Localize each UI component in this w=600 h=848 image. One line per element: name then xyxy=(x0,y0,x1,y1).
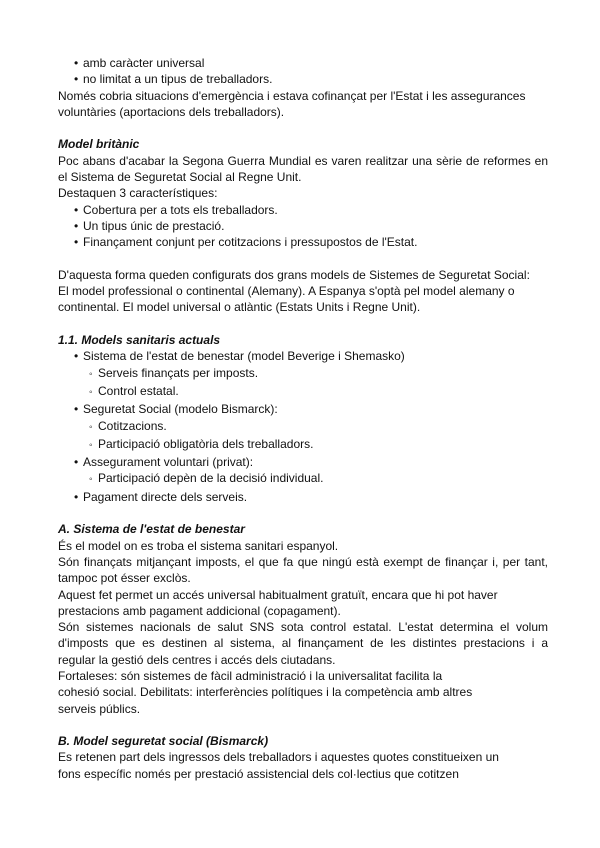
paragraph-line: Són finançats mitjançant imposts, el que fa que ningú està exempt de finançar i, per tant, xyxy=(58,554,548,569)
section-heading-a: A. Sistema de l'estat de benestar xyxy=(58,522,245,537)
list-item: • Cobertura per a tots els treballadors. xyxy=(58,202,548,218)
paragraph-line: serveis públics. xyxy=(58,701,141,716)
paragraph-line: Destaquen 3 característiques: xyxy=(58,186,218,201)
paragraph-line: Fortaleses: són sistemes de fàcil administració i la universalitat facilita la xyxy=(58,668,443,683)
paragraph-line: Es retenen part dels ingressos dels treballadors i aquestes quotes constitueixen un xyxy=(58,750,499,765)
paragraph-line: regular la gestió dels centres i accés dels ciutadans. xyxy=(58,652,336,667)
intro-bullet: • no limitat a un tipus de treballadors. xyxy=(58,71,548,87)
paragraph-line: continental. El model universal o atlàntic (Estats Units i Regne Unit). xyxy=(58,300,421,315)
list-item: • Seguretat Social (modelo Bismarck): xyxy=(58,401,548,417)
sub-list-item: ◦ Participació obligatòria dels treballadors. xyxy=(58,436,548,454)
paragraph-line: Són sistemes nacionals de salut SNS sota control estatal. L'estat determina el volum xyxy=(58,620,548,635)
list-item: • Sistema de l'estat de benestar (model Beverige i Shemasko) xyxy=(58,348,548,364)
paragraph-line: fons específic només per prestació assistencial dels col·lectius que cotitzen xyxy=(58,766,459,781)
sub-list-item: ◦ Serveis finançats per imposts. xyxy=(58,365,548,383)
document-page xyxy=(58,55,548,782)
paragraph-line: prestacions amb pagament addicional (copagament). xyxy=(58,603,341,618)
section-heading-b: B. Model seguretat social (Bismarck) xyxy=(58,734,269,749)
paragraph-line: cohesió social. Debilitats: interferències polítiques i la competència amb altres xyxy=(58,685,473,700)
paragraph-line: És el model on es troba el sistema sanitari espanyol. xyxy=(58,538,339,553)
paragraph-line: d'imposts que es destinen al sistema, al finançament de les distintes prestacions i a xyxy=(58,636,548,651)
sub-list-item: ◦ Participació depèn de la decisió individual. xyxy=(58,470,548,488)
list-item: • Finançament conjunt per cotitzacions i pressupostos de l'Estat. xyxy=(58,234,548,250)
paragraph-line: el Sistema de Seguretat Social al Regne Unit. xyxy=(58,170,302,185)
list-item: • Assegurament voluntari (privat): xyxy=(58,454,548,470)
paragraph-line: Només cobria situacions d'emergència i estava cofinançat per l'Estat i les assegurances xyxy=(58,88,526,103)
list-item: • Pagament directe dels serveis. xyxy=(58,489,548,505)
section-heading-britanic: Model britànic xyxy=(58,137,140,152)
paragraph-line: tampoc pot ésser exclòs. xyxy=(58,571,191,586)
list-item: • Un tipus únic de prestació. xyxy=(58,218,548,234)
paragraph-line: El model professional o continental (Alemany). A Espanya s'optà pel model alemany o xyxy=(58,284,515,299)
paragraph-line: Aquest fet permet un accés universal habitualment gratuït, encara que hi pot haver xyxy=(58,587,498,602)
paragraph-line: voluntàries (aportacions dels treballadors). xyxy=(58,104,285,119)
sub-list-item: ◦ Cotitzacions. xyxy=(58,418,548,436)
sub-list-item: ◦ Control estatal. xyxy=(58,383,548,401)
section-heading-models: 1.1. Models sanitaris actuals xyxy=(58,333,221,348)
intro-bullet: • amb caràcter universal xyxy=(58,55,548,71)
paragraph-line: Poc abans d'acabar la Segona Guerra Mundial es varen realitzar una sèrie de reformes en xyxy=(58,153,548,168)
paragraph-line: D'aquesta forma queden configurats dos grans models de Sistemes de Seguretat Social: xyxy=(58,267,530,282)
